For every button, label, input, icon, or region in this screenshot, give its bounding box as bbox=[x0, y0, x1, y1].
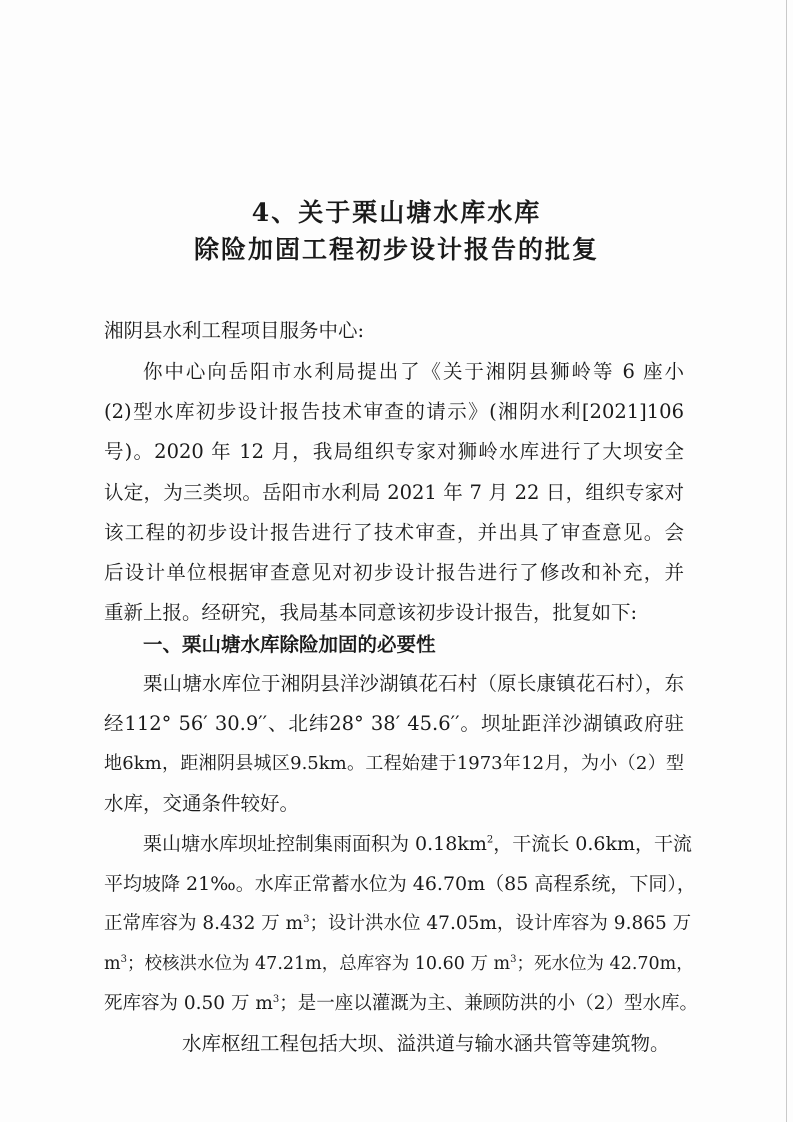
paragraph-3-line-5 bbox=[104, 991, 698, 1017]
p3-l5-b: ；是一座以灌溉为主、兼顾防洪的小（2）型水库。 bbox=[279, 993, 699, 1014]
paragraph-1-line-4: 认定，为三类坝。岳阳市水利局 2021 年 7 月 22 日，组织专家对 bbox=[104, 481, 684, 504]
p3-l5-a: 死库容为 0.50 万 m bbox=[104, 993, 273, 1014]
p3-l1-sup: 2 bbox=[486, 834, 494, 846]
document-title-line1: 4、关于栗山塘水库水库 bbox=[251, 198, 542, 227]
paragraph-1-line-6: 后设计单位根据审查意见对初步设计报告进行了修改和补充，并 bbox=[104, 561, 684, 584]
p3-l4-sup1: 3 bbox=[120, 954, 127, 966]
scan-edge-line bbox=[786, 0, 787, 1122]
paragraph-3-line-2: 平均坡降 21‰。水库正常蓄水位为 46.70m（85 高程系统，下同）， bbox=[104, 873, 696, 895]
paragraph-1-line-3: 号)。2020 年 12 月，我局组织专家对狮岭水库进行了大坝安全 bbox=[104, 440, 684, 463]
paragraph-1-line-1: 你中心向岳阳市水利局提出了《关于湘阴县狮岭等 6 座小 bbox=[143, 360, 684, 383]
document-title-line2: 除险加固工程初步设计报告的批复 bbox=[193, 235, 599, 264]
p3-l4-c: ；死水位为 42.70m， bbox=[516, 954, 694, 974]
paragraph-1-line-7: 重新上报。经研究，我局基本同意该初步设计报告，批复如下: bbox=[104, 601, 638, 624]
p3-l3-a: 正常库容为 8.432 万 m bbox=[104, 913, 304, 934]
paragraph-3-line-3 bbox=[104, 911, 691, 937]
paragraph-2-line-1: 栗山塘水库位于湘阴县洋沙湖镇花石村（原长康镇花石村），东 bbox=[143, 672, 684, 695]
p3-l3-sup: 3 bbox=[303, 913, 310, 925]
paragraph-3-line-4 bbox=[104, 951, 694, 977]
paragraph-3-line-1 bbox=[143, 831, 692, 857]
paragraph-2-line-2: 经112° 56′ 30.9′′、北纬28° 38′ 45.6′′。坝址距洋沙湖镇政府驻 bbox=[104, 712, 684, 735]
paragraph-2-line-4: 水库，交通条件较好。 bbox=[104, 792, 300, 815]
paragraph-4: 水库枢纽工程包括大坝、溢洪道与输水涵共管等建筑物。 bbox=[182, 1032, 670, 1055]
section-1-heading: 一、栗山塘水库除险加固的必要性 bbox=[143, 633, 436, 656]
p3-l5-sup: 3 bbox=[272, 993, 280, 1005]
paragraph-1-line-5: 该工程的初步设计报告进行了技术审查，并出具了审查意见。会 bbox=[104, 521, 684, 544]
p3-l1-post: ，干流长 0.6km，干流 bbox=[493, 833, 693, 855]
paragraph-2-line-3: 地6km，距湘阴县城区9.5km。工程始建于1973年12月，为小（2）型 bbox=[104, 753, 684, 774]
p3-l1-pre: 栗山塘水库坝址控制集雨面积为 0.18km bbox=[143, 833, 487, 855]
paragraph-1-line-2: (2)型水库初步设计报告技术审查的请示》(湘阴水利[2021]106 bbox=[104, 400, 684, 423]
p3-l3-b: ；设计洪水位 47.05m，设计库容为 9.865 万 bbox=[309, 913, 692, 934]
p3-l4-a: m bbox=[104, 954, 121, 974]
p3-l4-b: ；校核洪水位为 47.21m，总库容为 10.60 万 m bbox=[126, 954, 511, 974]
p3-l4-sup2: 3 bbox=[510, 954, 517, 966]
addressee: 湘阴县水利工程项目服务中心: bbox=[104, 319, 365, 342]
